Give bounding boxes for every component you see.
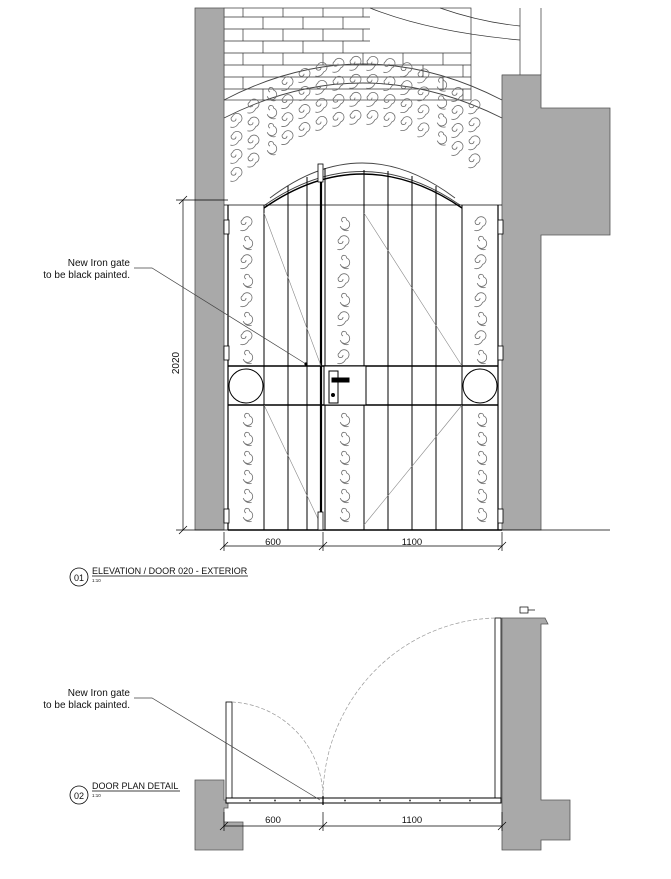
scroll-ornament bbox=[243, 451, 252, 464]
scroll-ornament bbox=[243, 470, 252, 483]
scroll-ornament bbox=[340, 470, 349, 483]
elevation-title-number: 01 bbox=[73, 573, 85, 583]
elevation-scale: 1:10 bbox=[92, 578, 101, 583]
scroll-ornament bbox=[240, 293, 252, 307]
scroll-ornament bbox=[477, 451, 486, 464]
scroll-ornament bbox=[243, 413, 252, 426]
plan-gate-line bbox=[226, 796, 501, 805]
scroll-ornament bbox=[451, 105, 463, 119]
plan-right-wall bbox=[502, 618, 570, 850]
scroll-ornament bbox=[243, 312, 252, 325]
brick-wall-above bbox=[224, 8, 541, 100]
width-dimension-left: 600 bbox=[265, 537, 281, 548]
scroll-ornament bbox=[337, 350, 349, 364]
height-dimension-label: 2020 bbox=[171, 351, 182, 375]
scroll-ornament bbox=[383, 113, 395, 127]
scroll-ornament bbox=[267, 123, 276, 136]
scroll-ornament bbox=[340, 508, 349, 521]
plan-bar-dot bbox=[274, 800, 276, 802]
plan-bar-dot bbox=[439, 800, 441, 802]
scroll-ornament bbox=[315, 116, 327, 130]
scroll-ornament bbox=[477, 508, 486, 521]
scroll-ornament bbox=[474, 293, 486, 307]
scroll-ornament bbox=[477, 432, 486, 445]
scroll-ornament bbox=[247, 135, 259, 149]
plan-bar-dot bbox=[469, 800, 471, 802]
scroll-ornament bbox=[477, 350, 486, 363]
plan-note-line2: to be black painted. bbox=[43, 700, 130, 711]
scroll-ornament bbox=[230, 149, 242, 163]
plan-bar-dot bbox=[344, 800, 346, 802]
right-leaf-open bbox=[495, 618, 501, 798]
gate-frame bbox=[224, 168, 502, 530]
scroll-ornament bbox=[337, 236, 349, 250]
scroll-ornament bbox=[400, 117, 412, 131]
elevation-note-line2: to be black painted. bbox=[43, 270, 130, 281]
scroll-ornament bbox=[477, 274, 486, 287]
scroll-ornament bbox=[240, 217, 252, 231]
scroll-ornament bbox=[400, 99, 412, 113]
scroll-ornament bbox=[281, 131, 293, 145]
scroll-ornament bbox=[474, 217, 486, 231]
plan-bar-dot bbox=[249, 800, 251, 802]
scroll-ornament bbox=[247, 99, 259, 113]
plan-detail-marker bbox=[520, 607, 535, 613]
scroll-ornament bbox=[417, 105, 429, 119]
scroll-ornament bbox=[451, 141, 463, 155]
elevation-title: ELEVATION / DOOR 020 - EXTERIOR bbox=[92, 566, 248, 576]
plan-dimension-right: 1100 bbox=[401, 815, 423, 826]
width-dimension-right: 1100 bbox=[401, 537, 423, 548]
elevation-view bbox=[43, 8, 610, 586]
scroll-ornament bbox=[267, 105, 276, 118]
scroll-ornament bbox=[247, 117, 259, 131]
plan-note-line1: New Iron gate bbox=[67, 688, 130, 699]
scroll-ornament bbox=[437, 132, 446, 145]
plan-width-dimensions bbox=[220, 812, 506, 831]
scroll-ornament bbox=[243, 508, 252, 521]
scroll-ornament bbox=[477, 236, 486, 249]
scroll-ornament bbox=[340, 293, 349, 306]
plan-scale: 1:10 bbox=[92, 793, 101, 798]
scroll-ornament bbox=[315, 98, 327, 112]
left-leaf-open bbox=[226, 702, 232, 798]
scroll-ornament bbox=[468, 154, 480, 168]
scroll-ornament bbox=[340, 255, 349, 268]
plan-title: DOOR PLAN DETAIL bbox=[92, 781, 179, 791]
scroll-ornament bbox=[240, 255, 252, 269]
scroll-ornament bbox=[349, 110, 361, 124]
plan-dimension-left: 600 bbox=[265, 815, 281, 826]
door-swing-arcs bbox=[232, 618, 495, 798]
scroll-ornament bbox=[340, 217, 349, 230]
scroll-ornament bbox=[337, 312, 349, 326]
scroll-ornament bbox=[243, 432, 252, 445]
scroll-ornament bbox=[298, 104, 310, 118]
scroll-ornament bbox=[340, 413, 349, 426]
scroll-ornament bbox=[243, 489, 252, 502]
plan-view bbox=[43, 607, 570, 850]
scroll-ornament bbox=[243, 274, 252, 287]
scroll-ornament bbox=[340, 489, 349, 502]
elevation-note-line1: New Iron gate bbox=[67, 258, 130, 269]
scroll-ornament bbox=[477, 470, 486, 483]
scroll-ornament bbox=[240, 331, 252, 345]
scroll-ornament bbox=[477, 413, 486, 426]
scroll-ornament bbox=[340, 451, 349, 464]
scroll-ornament bbox=[474, 331, 486, 345]
scroll-ornament bbox=[474, 255, 486, 269]
scroll-ornament bbox=[230, 131, 242, 145]
left-wall bbox=[195, 8, 224, 530]
plan-bar-dot bbox=[409, 800, 411, 802]
plan-bar-dot bbox=[379, 800, 381, 802]
scroll-ornament bbox=[230, 113, 242, 127]
scroll-ornament bbox=[477, 312, 486, 325]
scroll-ornament bbox=[247, 153, 259, 167]
plan-bar-dot bbox=[299, 800, 301, 802]
scroll-ornament bbox=[340, 432, 349, 445]
scroll-ornament bbox=[337, 274, 349, 288]
scroll-ornament bbox=[468, 136, 480, 150]
scroll-ornament bbox=[332, 112, 344, 126]
scroll-ornament bbox=[281, 113, 293, 127]
right-wall bbox=[502, 75, 610, 530]
scroll-ornament bbox=[437, 114, 446, 127]
scroll-ornament bbox=[477, 489, 486, 502]
scroll-ornament bbox=[417, 123, 429, 137]
scroll-ornament bbox=[298, 122, 310, 136]
scroll-ornament bbox=[267, 141, 276, 154]
scroll-ornament bbox=[243, 236, 252, 249]
scroll-ornament bbox=[451, 123, 463, 137]
scroll-ornament bbox=[366, 110, 378, 124]
scroll-ornament bbox=[340, 331, 349, 344]
scroll-ornament bbox=[230, 167, 242, 181]
width-dimensions bbox=[220, 532, 506, 551]
scroll-ornament bbox=[468, 118, 480, 132]
scroll-ornament bbox=[243, 350, 252, 363]
plan-left-wall bbox=[195, 780, 243, 850]
plan-title-number: 02 bbox=[73, 791, 85, 801]
